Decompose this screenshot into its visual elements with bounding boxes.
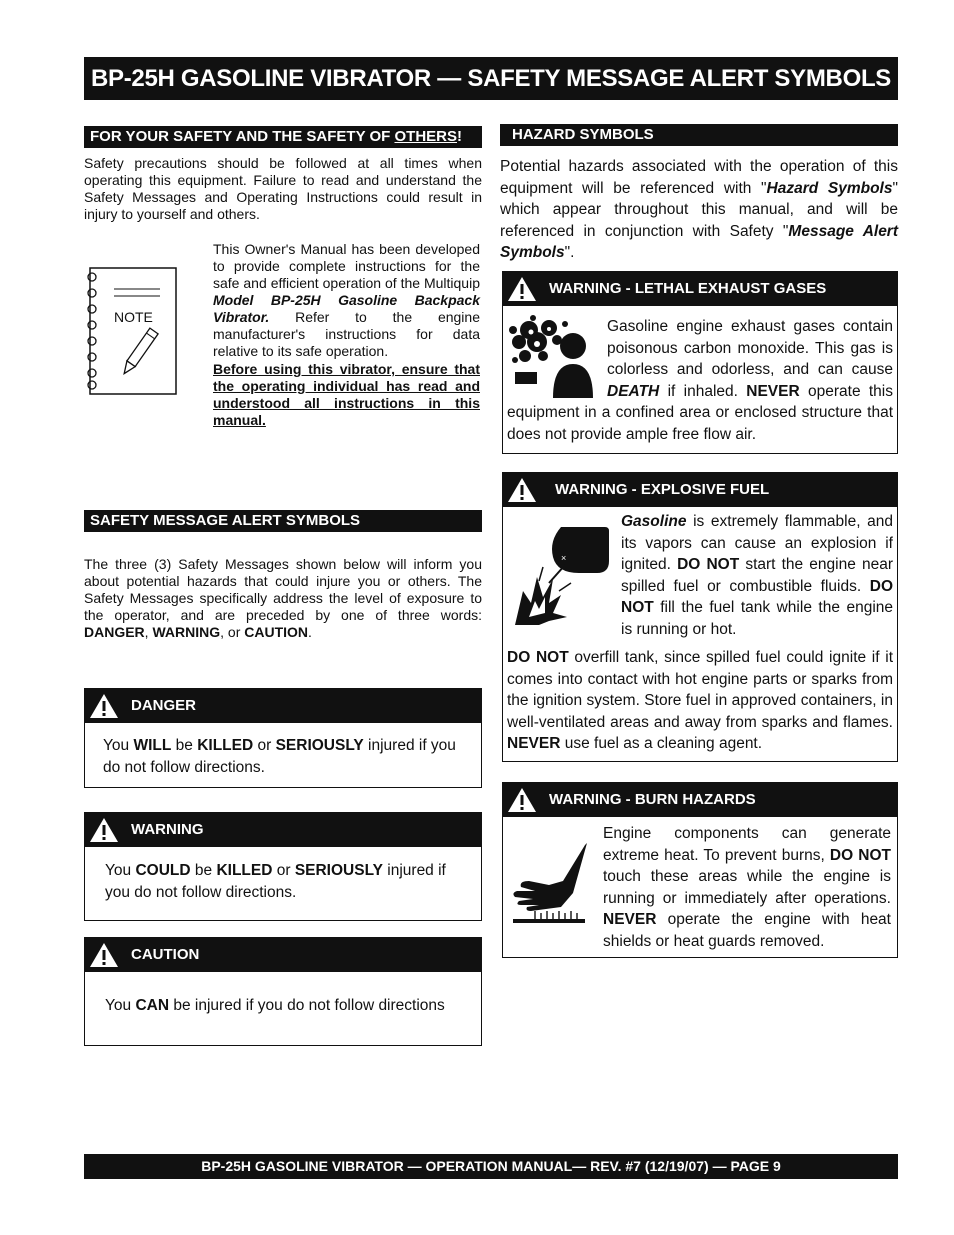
warning-triangle-icon	[89, 942, 119, 968]
danger-header	[85, 689, 481, 723]
caution-text: You CAN be injured if you do not follow directions	[105, 997, 445, 1014]
warning-triangle-icon	[89, 693, 119, 719]
warning-triangle-icon	[89, 817, 119, 843]
caution-header	[85, 938, 481, 972]
burn-header	[503, 783, 897, 817]
hazard-symbols-paragraph: Potential hazards associated with the operation of this equipment will be referenced with "Hazard Symbols" which appear throughout this manual, and will be referenced in conjunction with Safety "Message Alert Symbols".	[500, 158, 899, 261]
warning-triangle-icon	[507, 276, 537, 302]
warning-box	[84, 812, 482, 921]
burn-text: Engine components can generate extreme heat. To prevent burns, DO NOT touch these areas while the engine is running or immediately after operations. NEVER operate the engine with heat shields or heat guards removed.	[603, 825, 891, 950]
exhaust-text: Gasoline engine exhaust gases contain poisonous carbon monoxide. This gas is colorless and odorless, and can cause DEATH if inhaled. NEVER operate this equipment in a confined area or enclosed structure that does not provide ample free flow air.	[507, 318, 893, 443]
alert-symbols-heading: SAFETY MESSAGE ALERT SYMBOLS	[84, 510, 482, 532]
caution-label: CAUTION	[131, 946, 200, 963]
safety-paragraph: Safety precautions should be followed at all times when operating this equipment. Failure to read and understand the Safety Messages and Operating Instructions could result in injury to yourself and others.	[84, 155, 482, 222]
fuel-header	[503, 473, 897, 507]
warning-label: WARNING	[131, 821, 204, 838]
danger-text: You WILL be KILLED or SERIOUSLY injured if you do not follow directions.	[103, 737, 456, 776]
fuel-label: WARNING - EXPLOSIVE FUEL	[555, 481, 770, 498]
fuel-warning-box	[502, 472, 898, 762]
note-label: NOTE	[114, 309, 153, 325]
fuel-text-2: DO NOT overfill tank, since spilled fuel could ignite if it comes into contact with hot engine parts or sparks from the ignition system. Store fuel in approved containers, in well-ventilated areas and away from sparks and flames. NEVER use fuel as a cleaning agent.	[507, 649, 893, 752]
svg-text:×: ×	[561, 553, 567, 563]
warning-text: You COULD be KILLED or SERIOUSLY injured if you do not follow directions.	[105, 862, 446, 901]
safety-heading: FOR YOUR SAFETY AND THE SAFETY OF OTHERS!	[84, 126, 482, 148]
manual-description: This Owner's Manual has been developed to provide complete instructions for the safe and efficient operation of the Multiquip Model BP-25H Gasoline Backpack Vibrator. Refer to the engine manufacturer's instructions for data relative to its safe operation.	[213, 241, 480, 359]
danger-box	[84, 688, 482, 788]
page-footer: BP-25H GASOLINE VIBRATOR — OPERATION MANUAL— REV. #7 (12/19/07) — PAGE 9	[84, 1154, 898, 1179]
warning-triangle-icon	[507, 787, 537, 813]
warning-header	[85, 813, 481, 847]
page-title: BP-25H GASOLINE VIBRATOR — SAFETY MESSAGE ALERT SYMBOLS	[84, 57, 898, 100]
caution-box	[84, 937, 482, 1046]
burn-label: WARNING - BURN HAZARDS	[549, 791, 756, 808]
note-pad-icon	[82, 265, 182, 397]
alert-symbols-paragraph: The three (3) Safety Messages shown below will inform you about potential hazards that could injure you or others. The Safety Messages specifically address the level of exposure to the operator, and are preceded by one of three words: DANGER, WARNING, or CAUTION.	[84, 556, 482, 640]
exhaust-header	[503, 272, 897, 306]
burn-warning-box	[502, 782, 898, 958]
manual-warning: Before using this vibrator, ensure that the operating individual has read and understood all instructions in this manual.	[213, 361, 480, 428]
burn-hand-icon	[509, 841, 589, 923]
exhaust-warning-box	[502, 271, 898, 454]
exhaust-label: WARNING - LETHAL EXHAUST GASES	[549, 280, 827, 297]
warning-triangle-icon	[507, 477, 537, 503]
hazard-symbols-heading: HAZARD SYMBOLS	[500, 124, 898, 146]
danger-label: DANGER	[131, 697, 197, 714]
fuel-text: Gasoline is extremely flammable, and its vapors can cause an explosion if ignited. DO NOT start the engine near spilled fuel or combustible fluids. DO NOT fill the fuel tank while the engine is running or hot.	[621, 513, 893, 638]
